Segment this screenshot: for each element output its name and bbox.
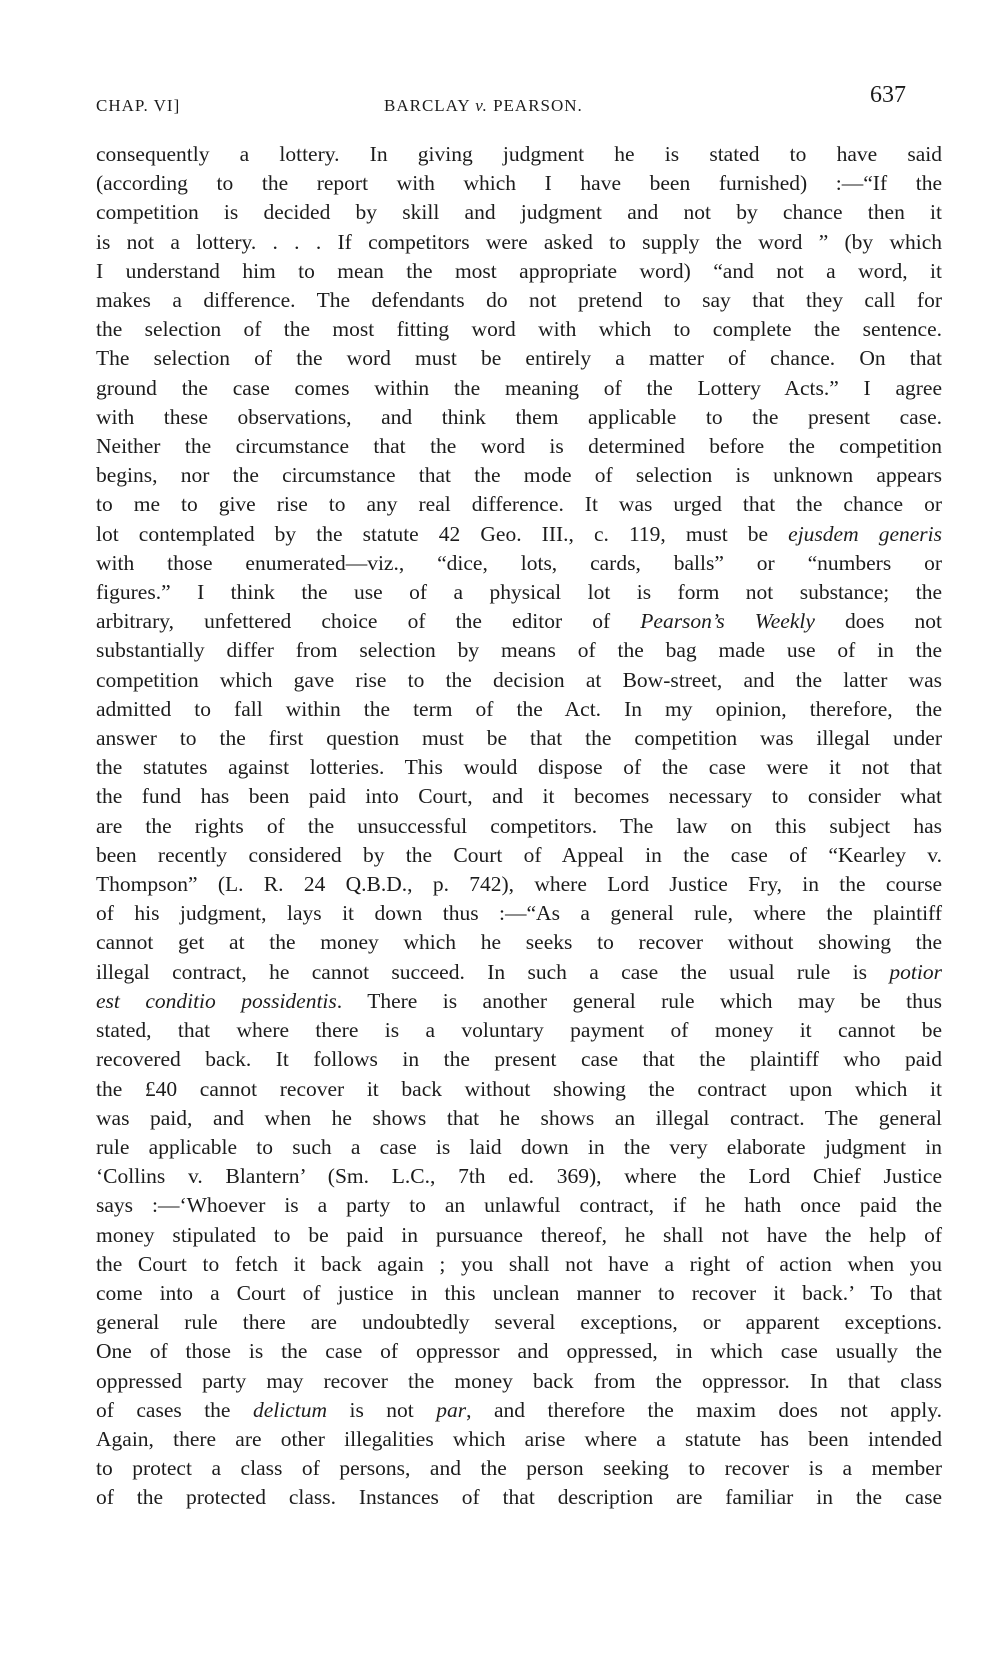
text-segment: the statutes against lotteries. This would dispose of the case were it not that [96,755,942,780]
text-segment: Thompson” (L. R. 24 Q.B.D., p. 742), where Lord Justice Fry, in the course [96,872,942,897]
text-line [96,1279,942,1308]
text-segment: , and therefore the maxim does not apply. [466,1397,942,1422]
text-segment: oppressed party may recover the money back from the oppressor. In that class [96,1368,942,1393]
text-line [96,1250,942,1279]
text-line [96,1162,942,1191]
text-segment: was paid, and when he shows that he shows an illegal contract. The general [96,1105,942,1130]
text-segment: is not [327,1397,437,1422]
text-line [96,1454,942,1483]
italic-text: delictum [252,1397,327,1422]
text-line [96,169,942,198]
text-line [96,841,942,870]
text-segment: the selection of the most fitting word with which to complete the sentence. [96,317,942,342]
text-segment: arbitrary, unfettered choice of the editor of [96,609,641,634]
text-line [96,1191,942,1220]
text-line [96,812,942,841]
text-line [96,1016,942,1045]
text-line [96,1045,942,1074]
text-segment: ‘Collins v. Blantern’ (Sm. L.C., 7th ed. 369), where the Lord Chief Justice [96,1164,942,1189]
text-segment: ground the case comes within the meaning of the Lottery Acts.” I agree [96,375,942,400]
italic-text: Pearson’s Weekly [640,609,815,634]
text-segment: come into a Court of justice in this unclean manner to recover it back.’ To that [96,1280,942,1305]
text-segment: (according to the report with which I have been furnished) :—“If the [96,171,942,196]
case-title-v: v. [475,96,488,115]
text-segment: rule applicable to such a case is laid down in the very elaborate judgment in [96,1134,942,1159]
text-line [96,899,942,928]
italic-text: ejusdem generis [788,521,942,546]
text-line [96,958,942,987]
text-segment: the Court to fetch it back again ; you shall not have a right of action when you [96,1251,942,1276]
text-segment: Again, there are other illegalities which arise where a statute has been intended [96,1426,942,1451]
text-line [96,695,942,724]
text-line [96,1483,942,1512]
text-line [96,198,942,227]
text-line [96,140,942,169]
text-segment: substantially differ from selection by means of the bag made use of in the [96,638,942,663]
text-line [96,753,942,782]
text-segment: been recently considered by the Court of Appeal in the case of “Kearley v. [96,842,942,867]
text-line [96,432,942,461]
text-line [96,315,942,344]
text-line [96,344,942,373]
text-segment: general rule there are undoubtedly several exceptions, or apparent exceptions. [96,1310,942,1335]
text-segment: with those enumerated—viz., “dice, lots, cards, balls” or “numbers or [96,550,942,575]
text-segment: competition is decided by skill and judgment and not by chance then it [96,200,942,225]
text-segment: admitted to fall within the term of the Act. In my opinion, therefore, the [96,696,942,721]
text-segment: answer to the first question must be that the competition was illegal under [96,726,942,751]
text-line [96,1337,942,1366]
italic-text: par [436,1397,467,1422]
text-segment: The selection of the word must be entirely a matter of chance. On that [96,346,942,371]
italic-text: potior [889,959,942,984]
text-line [96,374,942,403]
text-line [96,228,942,257]
text-segment: to me to give rise to any real difference. It was urged that the chance or [96,492,942,517]
text-line [96,1075,942,1104]
text-line [96,578,942,607]
text-segment: of his judgment, lays it down thus :—“As a general rule, where the plaintiff [96,901,942,926]
text-line [96,403,942,432]
text-line [96,520,942,549]
text-segment: . There is another general rule which may be thus [336,988,942,1013]
text-segment: money stipulated to be paid in pursuance thereof, he shall not have the help of [96,1222,942,1247]
text-segment: begins, nor the circumstance that the mode of selection is unknown appears [96,463,942,488]
text-segment: does not [814,609,942,634]
text-line [96,549,942,578]
text-segment: with these observations, and think them applicable to the present case. [96,404,942,429]
case-title-right: PEARSON. [487,96,583,115]
text-segment: the fund has been paid into Court, and it becomes necessary to consider what [96,784,942,809]
text-segment: of the protected class. Instances of that description are familiar in the case [96,1485,942,1510]
text-segment: of cases the [96,1397,253,1422]
text-line [96,490,942,519]
text-line [96,666,942,695]
text-line [96,461,942,490]
text-segment: Neither the circumstance that the word is determined before the competition [96,434,942,459]
text-segment: is not a lottery. . . . If competitors were asked to supply the word ” (by which [96,229,942,254]
case-title [384,96,583,116]
text-line [96,870,942,899]
text-line [96,928,942,957]
text-segment: the £40 cannot recover it back without showing the contract upon which it [96,1076,942,1101]
italic-text: est conditio possidentis [96,988,337,1013]
text-segment: says :—‘Whoever is a party to an unlawful contract, if he hath once paid the [96,1193,942,1218]
text-segment: stated, that where there is a voluntary payment of money it cannot be [96,1018,942,1043]
running-head [96,82,942,122]
text-segment: consequently a lottery. In giving judgment he is stated to have said [96,142,942,166]
text-segment: lot contemplated by the statute 42 Geo. III., c. 119, must be [96,521,789,546]
text-line [96,1396,942,1425]
text-line [96,257,942,286]
text-line [96,1221,942,1250]
text-segment: cannot get at the money which he seeks to recover without showing the [96,930,942,955]
text-line [96,987,942,1016]
text-line [96,1308,942,1337]
text-line [96,607,942,636]
text-line [96,286,942,315]
text-segment: to protect a class of persons, and the person seeking to recover is a member [96,1456,942,1481]
text-segment: figures.” I think the use of a physical lot is form not substance; the [96,580,942,605]
text-segment: illegal contract, he cannot succeed. In such a case the usual rule is [96,959,890,984]
text-line [96,782,942,811]
chapter-label: CHAP. VI] [96,96,181,115]
case-title-left: BARCLAY [384,96,476,115]
text-segment: competition which gave rise to the decision at Bow-street, and the latter was [96,667,942,692]
body-text [96,140,942,1513]
text-segment: recovered back. It follows in the present case that the plaintiff who paid [96,1047,942,1072]
text-segment: One of those is the case of oppressor and oppressed, in which case usually the [96,1339,942,1364]
text-line [96,1104,942,1133]
text-segment: are the rights of the unsuccessful competitors. The law on this subject has [96,813,942,838]
text-segment: makes a difference. The defendants do not pretend to say that they call for [96,288,942,313]
page-number: 637 [870,82,906,108]
text-line [96,1133,942,1162]
text-line [96,636,942,665]
text-line [96,1425,942,1454]
text-line [96,1367,942,1396]
text-line [96,724,942,753]
text-segment: I understand him to mean the most appropriate word) “and not a word, it [96,258,942,283]
